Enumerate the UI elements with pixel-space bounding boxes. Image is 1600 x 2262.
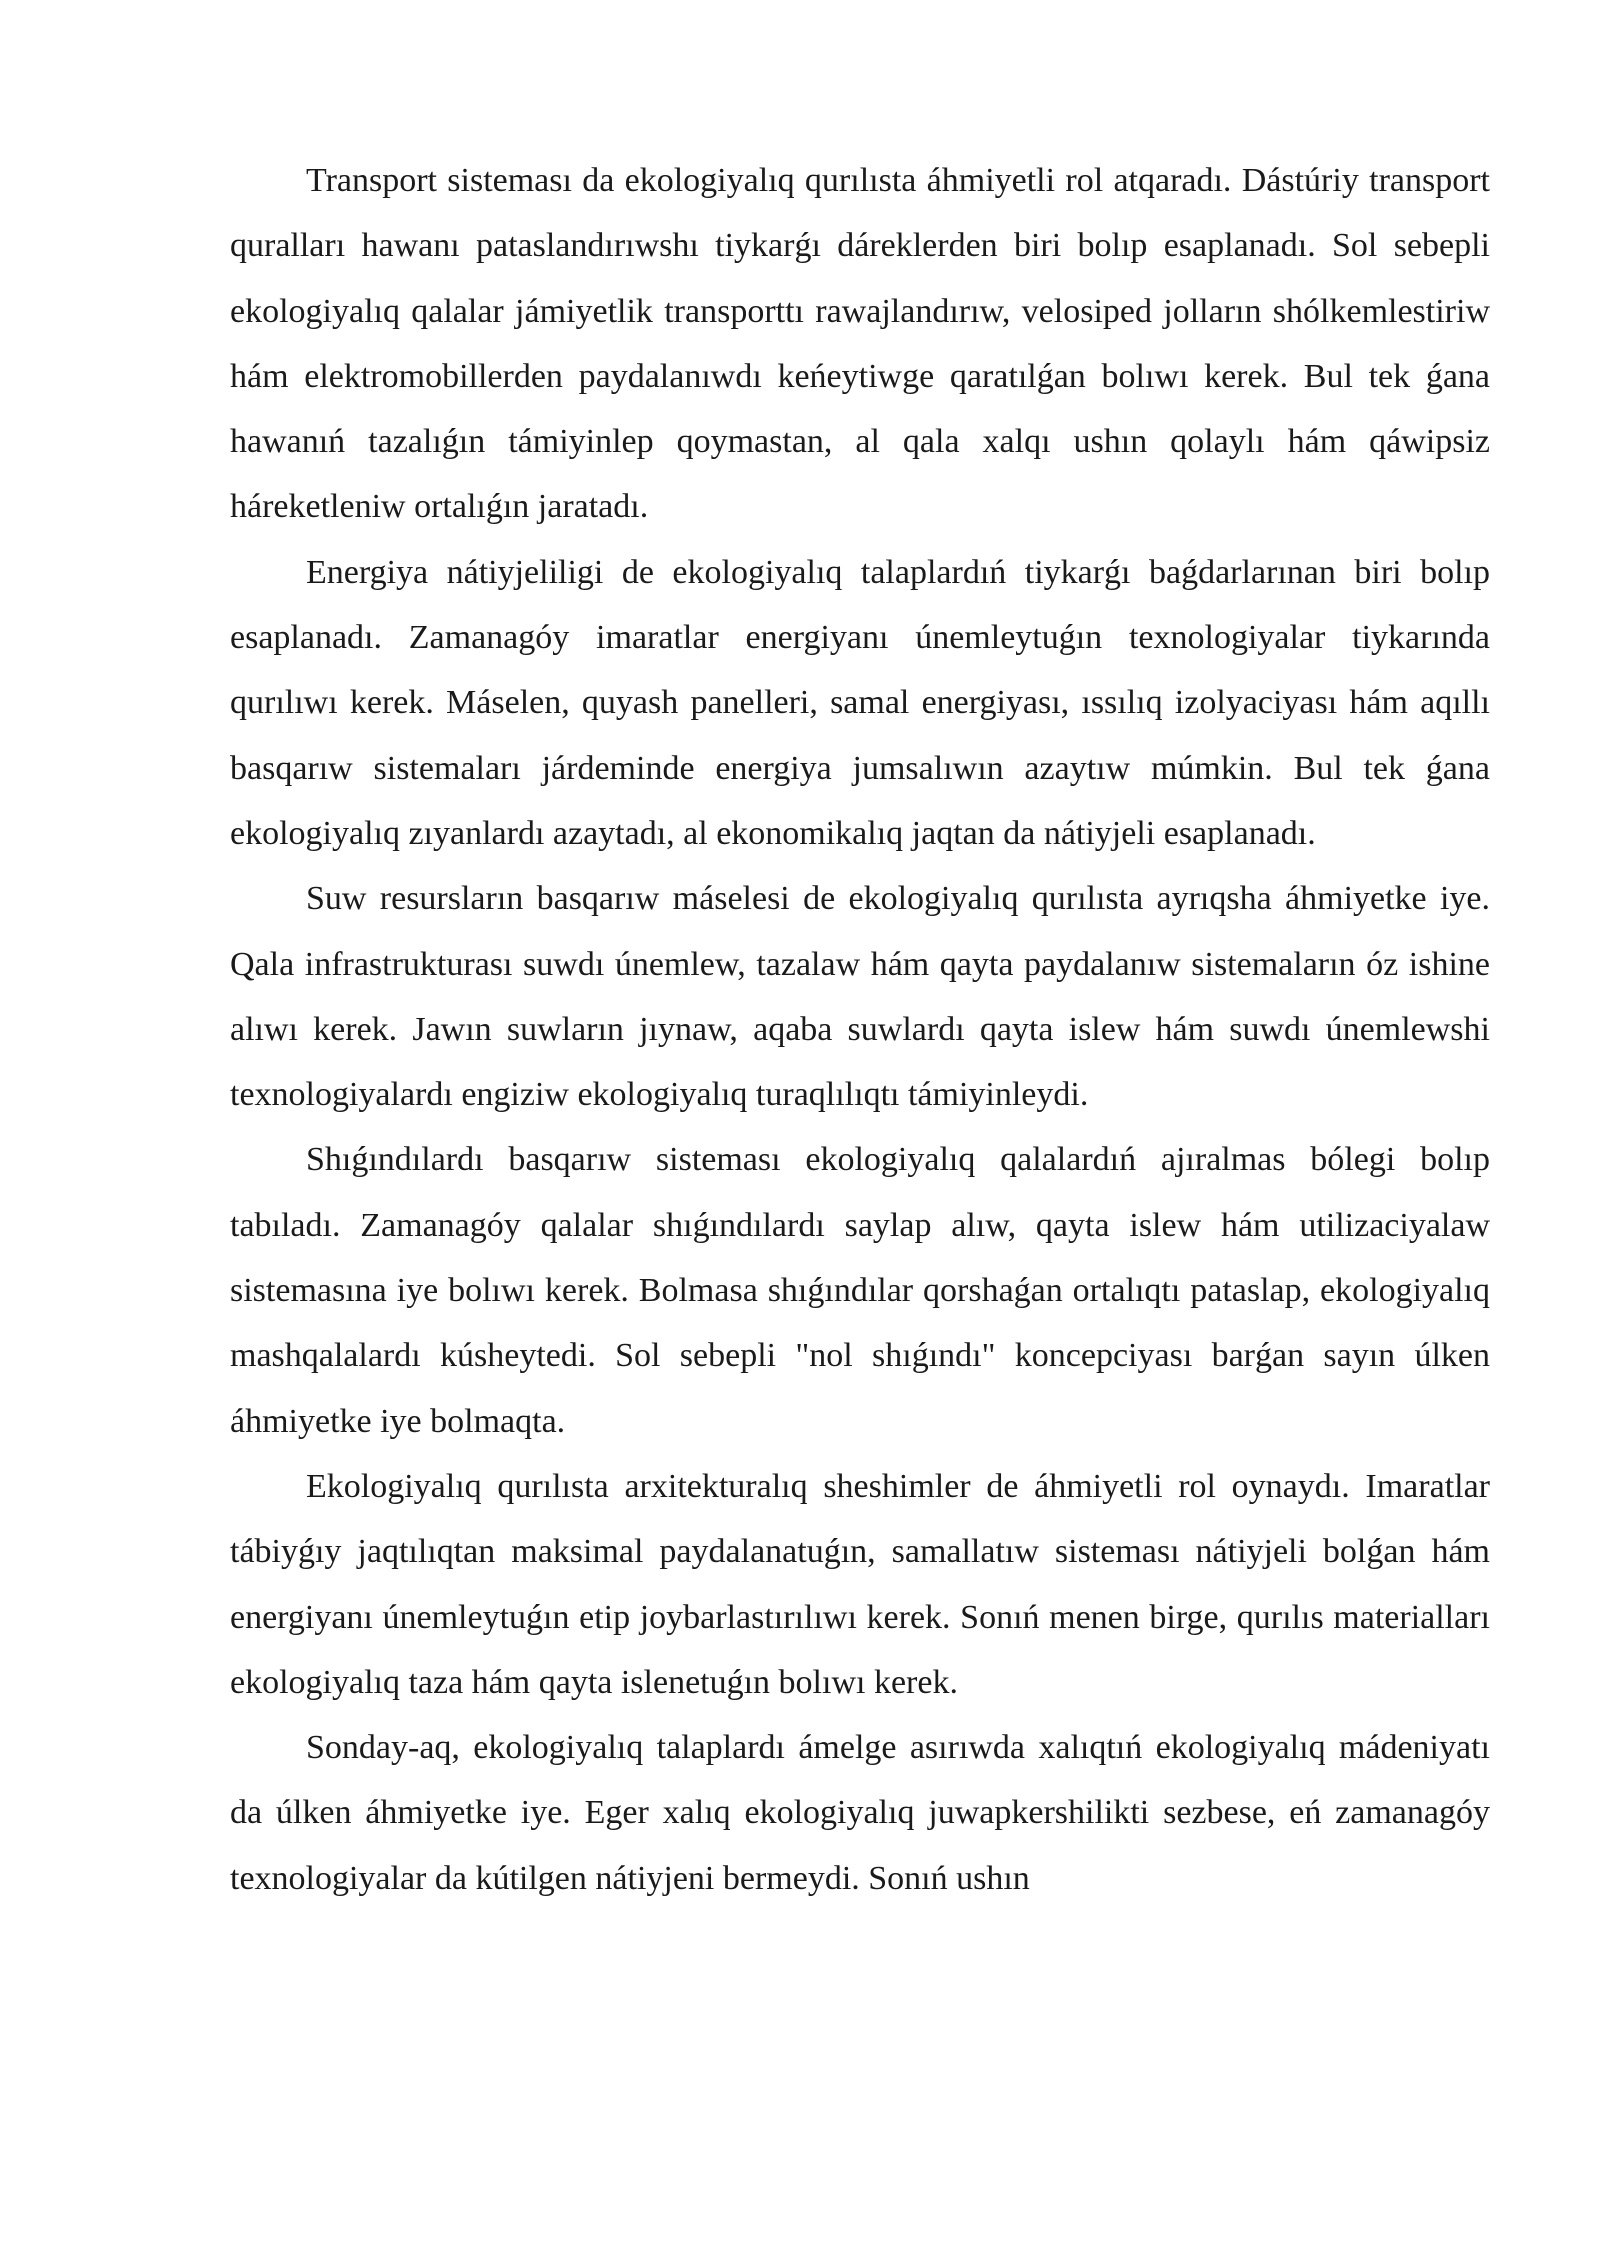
paragraph-transport: Transport sisteması da ekologiyalıq qurılısta áhmiyetli rol atqaradı. Dástúriy transport quralları hawanı pataslandırıwshı tiykarǵı dáreklerden biri bolıp esaplanadı. Sol sebepli ekologiyalıq qalalar jámiyetlik transporttı rawajlandırıw, velosiped jolların shólkemlestiriw hám elektromobillerden paydalanıwdı keńeytiwge qaratılǵan bolıwı kerek. Bul tek ǵana hawanıń tazalıǵın támiyinlep qoymastan, al qala xalqı ushın qolaylı hám qáwipsiz háreketleniw ortalıǵın jaratadı. bbox=[230, 162, 1490, 526]
paragraph-waste-management: Shıǵındılardı basqarıw sisteması ekologiyalıq qalalardıń ajıralmas bólegi bolıp tabıladı. Zamanagóy qalalar shıǵındılardı saylap alıw, qayta islew hám utilizaciyalaw sistemasına iye bolıwı kerek. Bolmasa shıǵındılar qorshaǵan ortalıqtı pataslap, ekologiyalıq mashqalalardı kúsheytedi. Sol sebepli "nol shıǵındı" koncepciyası barǵan sayın úlken áhmiyetke iye bolmaqta. bbox=[230, 1141, 1490, 1440]
paragraph-architecture: Ekologiyalıq qurılısta arxitekturalıq sheshimler de áhmiyetli rol oynaydı. Imaratlar tábiyǵıy jaqtılıqtan maksimal paydalanatuǵın, samallatıw sisteması nátiyjeli bolǵan hám energiyanı únemleytuǵın etip joybarlastırılıwı kerek. Sonıń menen birge, qurılıs materialları ekologiyalıq taza hám qayta islenetuǵın bolıwı kerek. bbox=[230, 1467, 1490, 1701]
paragraph-ecological-culture: Sonday-aq, ekologiyalıq talaplardı ámelge asırıwda xalıqtıń ekologiyalıq mádeniyatı da úlken áhmiyetke iye. Eger xalıq ekologiyalıq juwapkershilikti sezbese, eń zamanagóy texnologiyalar da kútilgen nátiyjeni bermeydi. Sonıń ushın bbox=[230, 1729, 1490, 1897]
document-body bbox=[230, 148, 1490, 1911]
paragraph-water-resources: Suw resursların basqarıw máselesi de ekologiyalıq qurılısta ayrıqsha áhmiyetke iye. Qala infrastrukturası suwdı únemlew, tazalaw hám qayta paydalanıw sistemaların óz ishine alıwı kerek. Jawın suwların jıynaw, aqaba suwlardı qayta islew hám suwdı únemlewshi texnologiyalardı engiziw ekologiyalıq turaqlılıqtı támiyinleydi. bbox=[230, 880, 1490, 1114]
paragraph-energy-efficiency: Energiya nátiyjeliligi de ekologiyalıq talaplardıń tiykarǵı baǵdarlarınan biri bolıp esaplanadı. Zamanagóy imaratlar energiyanı únemleytuǵın texnologiyalar tiykarında qurılıwı kerek. Máselen, quyash panelleri, samal energiyası, ıssılıq izolyaciyası hám aqıllı basqarıw sistemaları járdeminde energiya jumsalıwın azaytıw múmkin. Bul tek ǵana ekologiyalıq zıyanlardı azaytadı, al ekonomikalıq jaqtan da nátiyjeli esaplanadı. bbox=[230, 553, 1490, 852]
